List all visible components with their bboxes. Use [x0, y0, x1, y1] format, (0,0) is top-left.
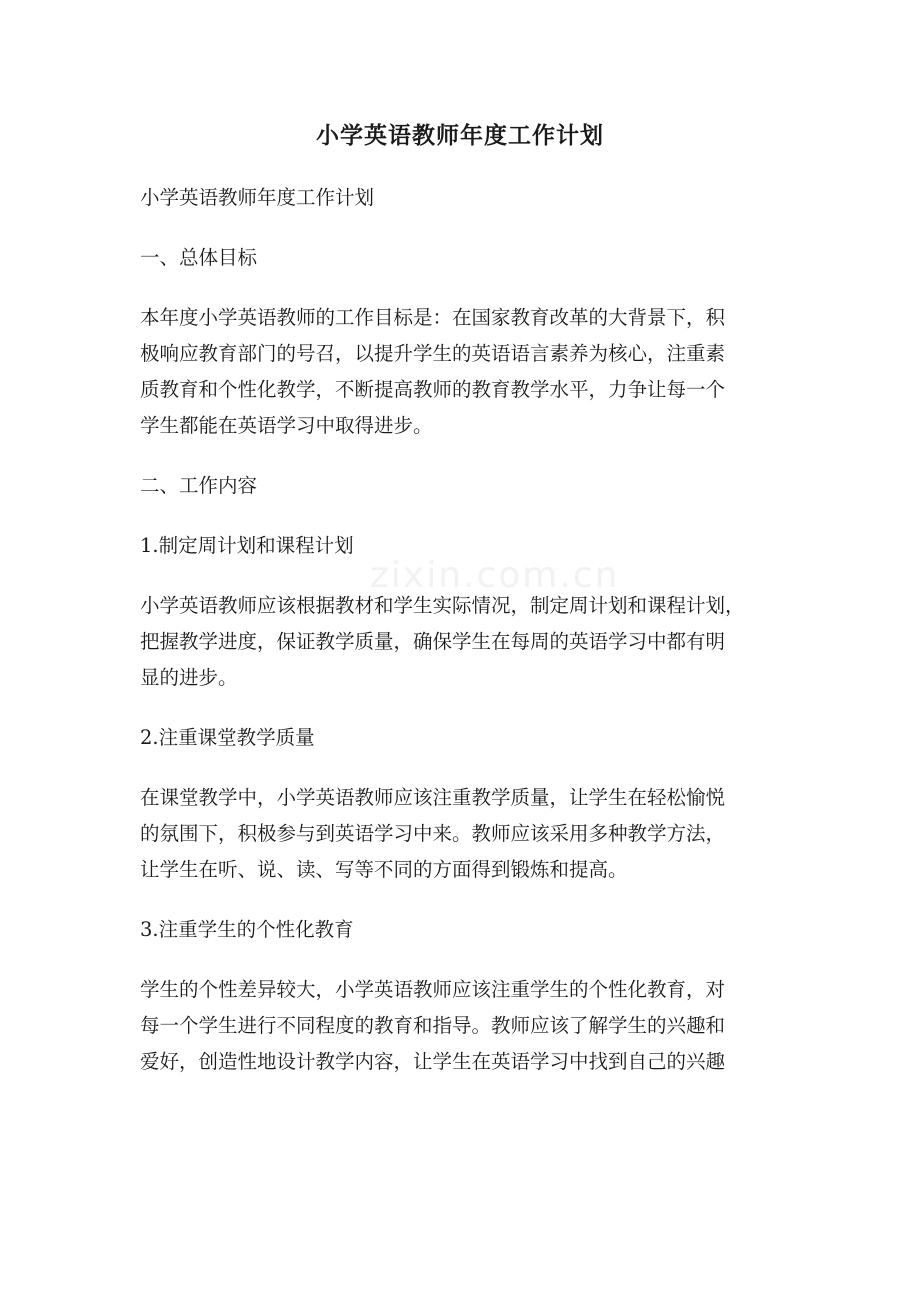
paragraph-line: 质教育和个性化教学，不断提高教师的教育教学水平，力争让每一个	[140, 378, 726, 401]
item-2-paragraph	[140, 780, 790, 888]
section-2-heading: 二、工作内容	[140, 474, 258, 497]
paragraph-line: 本年度小学英语教师的工作目标是：在国家教育改革的大背景下，积	[140, 306, 726, 329]
paragraph-line: 每一个学生进行不同程度的教育和指导。教师应该了解学生的兴趣和	[140, 1014, 726, 1037]
paragraph-line: 小学英语教师应该根据教材和学生实际情况，制定周计划和课程计划，	[140, 594, 745, 617]
document-body	[140, 180, 790, 1080]
paragraph-line: 显的进步。	[140, 666, 238, 689]
paragraph-line: 在课堂教学中，小学英语教师应该注重教学质量，让学生在轻松愉悦	[140, 786, 726, 809]
paragraph-line: 爱好，创造性地设计教学内容，让学生在英语学习中找到自己的兴趣	[140, 1050, 726, 1073]
paragraph-line: 极响应教育部门的号召，以提升学生的英语语言素养为核心，注重素	[140, 342, 726, 365]
section-1-paragraph	[140, 300, 790, 444]
paragraph-line: 学生都能在英语学习中取得进步。	[140, 414, 433, 437]
document-title: 小学英语教师年度工作计划	[316, 122, 604, 149]
paragraph-line: 把握教学进度，保证教学质量，确保学生在每周的英语学习中都有明	[140, 630, 726, 653]
item-2-heading: 2.注重课堂教学质量	[140, 726, 315, 749]
paragraph-line: 的氛围下，积极参与到英语学习中来。教师应该采用多种教学方法，	[140, 822, 726, 845]
paragraph-line: 学生的个性差异较大，小学英语教师应该注重学生的个性化教育，对	[140, 978, 726, 1001]
section-1-heading: 一、总体目标	[140, 246, 258, 269]
watermark: zixin.com.cn	[370, 555, 620, 596]
item-3-paragraph	[140, 972, 790, 1080]
document-subtitle: 小学英语教师年度工作计划	[140, 186, 375, 209]
item-1-paragraph	[140, 588, 790, 696]
item-3-heading: 3.注重学生的个性化教育	[140, 918, 354, 941]
paragraph-line: 让学生在听、说、读、写等不同的方面得到锻炼和提高。	[140, 858, 628, 881]
item-1-heading: 1.制定周计划和课程计划	[140, 534, 354, 557]
